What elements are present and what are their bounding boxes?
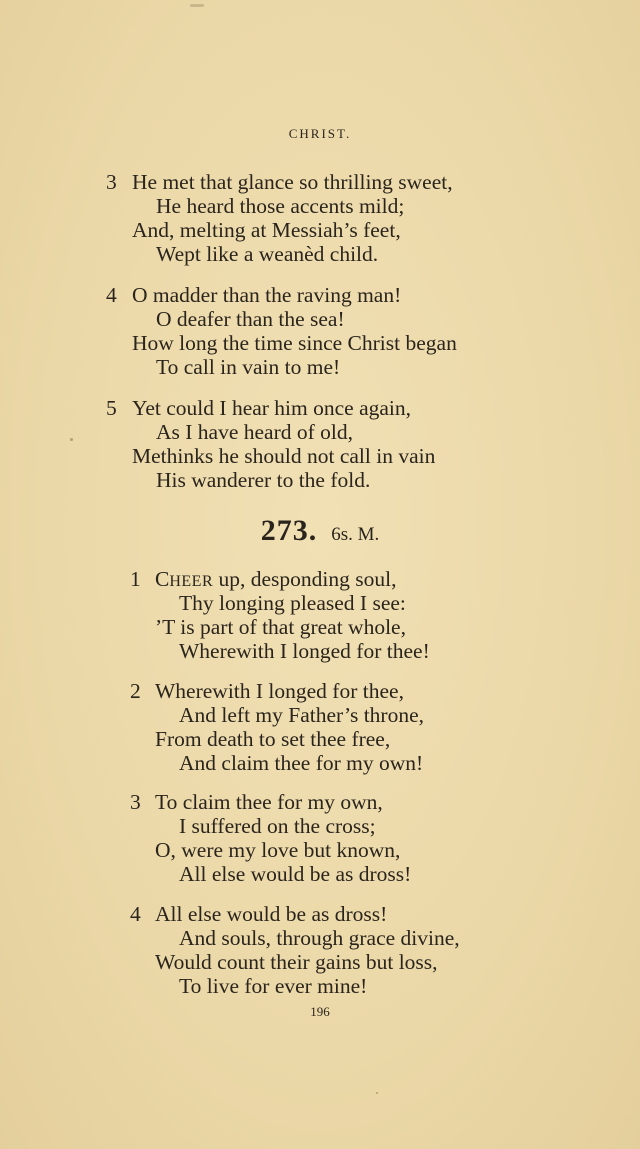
verse-line-rest: up, desponding soul, [213, 567, 397, 591]
verse-number: 3 [130, 790, 141, 814]
verse-line: O madder than the raving man! [132, 283, 402, 307]
verse-line: All else would be as dross! [179, 862, 412, 886]
verse-line: Yet could I hear him once again, [132, 396, 412, 420]
verse-line: ’T is part of that great whole, [155, 615, 406, 639]
running-head: CHRIST. [288, 126, 352, 141]
verse-line: Wherewith I longed for thee, [155, 679, 404, 703]
verse-number: 4 [106, 283, 117, 307]
verse-line: And left my Father’s throne, [179, 703, 425, 727]
paper-speck [70, 438, 73, 441]
verse-line: And, melting at Messiah’s feet, [132, 218, 401, 242]
verse-line: To live for ever mine! [179, 974, 368, 998]
paper-speck [190, 4, 204, 7]
verse-line [155, 567, 396, 594]
page-number: 196 [310, 1004, 330, 1019]
verse-line: How long the time since Christ began [132, 331, 457, 355]
hymn-heading [0, 514, 640, 548]
verse-line: To call in vain to me! [156, 355, 341, 379]
verse-line: He heard those accents mild; [156, 194, 405, 218]
verse-number: 5 [106, 396, 117, 420]
verse-line: Thy longing pleased I see: [179, 591, 406, 615]
verse-line: O deafer than the sea! [156, 307, 345, 331]
verse-number: 1 [130, 567, 141, 591]
verse-line: To claim thee for my own, [155, 790, 383, 814]
verse-line: I suffered on the cross; [179, 814, 376, 838]
drop-capital: C [155, 567, 170, 591]
verse-line: And claim thee for my own! [179, 751, 424, 775]
paper-speck [376, 1092, 378, 1094]
verse-line: Wept like a weanèd child. [156, 242, 379, 266]
hymn-meter: 6s. M. [331, 524, 380, 545]
verse-number: 2 [130, 679, 141, 703]
verse-line: O, were my love but known, [155, 838, 401, 862]
verse-line: All else would be as dross! [155, 902, 388, 926]
verse-line: He met that glance so thrilling sweet, [132, 170, 453, 194]
verse-line: Wherewith I longed for thee! [179, 639, 430, 663]
verse-line: And souls, through grace divine, [179, 926, 460, 950]
verse-line: As I have heard of old, [156, 420, 354, 444]
verse-line: Methinks he should not call in vain [132, 444, 436, 468]
verse-line: From death to set thee free, [155, 727, 391, 751]
hymn-number: 273. [260, 514, 318, 547]
verse-line: Would count their gains but loss, [155, 950, 438, 974]
verse-number: 3 [106, 170, 117, 194]
verse-line: His wanderer to the fold. [156, 468, 371, 492]
verse-number: 4 [130, 902, 141, 926]
small-caps-word: HEER [169, 573, 214, 590]
